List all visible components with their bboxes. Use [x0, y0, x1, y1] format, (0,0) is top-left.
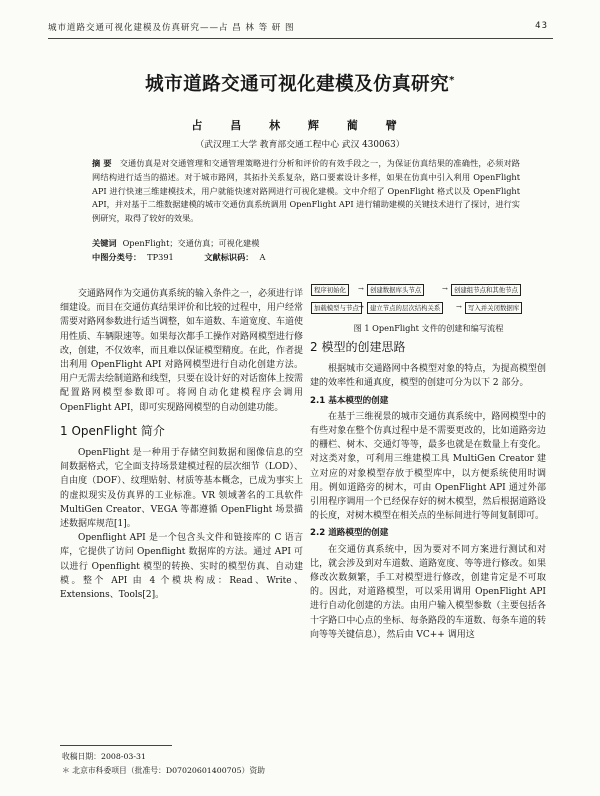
flow-box-write: 写入并关闭数据库 [465, 302, 522, 314]
flow-arrow-right-icon: → [456, 303, 462, 311]
section-1-paragraph-1: OpenFlight 是一种用于存储空间数据和图像信息的空间数据格式，它全面支持场景建模过程的层次细节（LOD）、自由度（DOF）、纹理贴射、材质等基本概念，已成为事实上的虚拟现实及仿真界的工业标准。VR 领域著名的工具软件 MultiGen Creator、VEGA 等都遵循 OpenFlight 场景描述数据库规范[1]。 [60, 448, 303, 530]
keywords [92, 238, 259, 249]
flowchart [311, 284, 546, 324]
doc-code-label: 文献标识码： [204, 252, 254, 262]
authors: 占 昌 林 辉 蔺 臂 [191, 119, 409, 132]
flow-box-hierarchy: 建立节点的层次结构关系 [367, 302, 443, 314]
intro-paragraph: 交通路网作为交通仿真系统的输入条件之一，必须进行详细建设。而目在交通仿真结果评价和比较的过程中，用户经常需要对路网参数进行适当调整，如车道数、车道宽度、车道使用性质、车辆限速等。如果每次都手工操作对路网模型进行修改，创建，不仅效率，而且难以保证模型精度。在此，作者提出利用 OpenFlight API 对路网模型进行自动化创建方法。用户无需去绘制道路和线型，只要在设计好的对话窗体上按需配置路网模型参数即可。将网自动化建模程序会调用 OpenFlight API，即可实现路网模型的自动创建功能。 [60, 289, 304, 413]
right-column [310, 340, 546, 642]
flow-box-load: 加载模型与节点 [311, 302, 362, 314]
paper-title-text: 城市道路交通可视化建模及仿真研究 [145, 74, 450, 95]
classification-label: 中图分类号： [92, 252, 142, 262]
left-column [60, 287, 303, 602]
figure-caption: 图 1 OpenFlight 文件的创建和编写流程 [353, 323, 504, 333]
footnotes [62, 750, 302, 778]
page-number: 43 [535, 21, 548, 31]
running-head-text: 城市道路交通可视化建模及仿真研究——占 昌 林 等 研 图 [48, 23, 295, 33]
flow-box-header: 创建数据库头节点 [367, 284, 424, 296]
section-2-1-paragraph: 在基于三维视景的城市交通仿真系统中，路网模型中的有些对象在整个仿真过程中是不需要更改的，比如道路旁边的栅栏、树木、交通灯等等，最多也就是在数量上有变化。对这类对象，可利用三维建模工具 MultiGen Creator 建立对应的对象模型存放于模型库中，以方便系统使用时调用。例如道路旁的树木，可由 OpenFlight API 通过外部引用程序调用一个已经保存好的树木模型，然后根据道路设的长度，对树木模型在相关点的坐标间进行等间复制即可。 [310, 411, 546, 522]
fund-note: ＊ 北京市科委项目（批准号：D07020601400705）资助 [62, 766, 265, 775]
abstract-text: 交通仿真是对交通管理和交通管理策略进行分析和评价的有效手段之一，为保证仿真结果的准确性，必须对路网结构进行适当的描述。对于城市路网，其拓扑关系复杂，路口要素设计多样，如果在仿真中引入利用 OpenFlight API 进行快速三维建模技术，用户就能快速对路网进行可视化建模。文中介绍了 OpenFlight 格式以及 OpenFlight API，并对基于二维数据建模的城市交通仿真系统调用 OpenFlight API 进行辅助建模的关键技术进行了探讨，进行实例研究，取得了较好的效果。 [92, 158, 520, 224]
flow-arrow-right-icon: → [358, 303, 364, 311]
affiliation: （武汉理工大学 教育部交通工程中心 武汉 430063） [195, 140, 405, 150]
received-date: 收稿日期：2008-03-31 [62, 752, 146, 761]
classification-code: TP391 [147, 252, 174, 262]
section-2-heading: 2 模型的创建思路 [310, 340, 406, 354]
keywords-label: 关键词 [92, 238, 117, 248]
abstract-label: 摘 要 [92, 158, 112, 168]
section-2-paragraph: 根据城市交通路网中各模型对象的特点，为提高模型创建的效率性和通真度，模型的创建可分为以下 2 部分。 [310, 364, 546, 389]
keywords-text: OpenFlight；交通仿真；可视化建模 [122, 238, 260, 248]
running-head [48, 21, 548, 36]
footnote-rule [60, 745, 172, 746]
flow-arrow-right-icon: → [442, 285, 448, 293]
flow-box-group: 创建组节点和其他节点 [451, 284, 521, 296]
title-footnote-mark: * [449, 74, 455, 86]
flow-arrow-right-icon: → [358, 285, 364, 293]
section-1-heading: 1 OpenFlight 简介 [60, 423, 165, 438]
section-1-paragraph-2: Openflight API 是一个包含头文件和链接库的 C 语言库，它提供了访问 Openflight 数据库的方法。通过 API 可以进行 Openflight 模型的转换、实时的模型仿真、自动建模。整个 API 由 4 个模块构成：Read、Write、Extensions、Tools[2]。 [60, 533, 303, 601]
abstract [92, 157, 520, 226]
section-2-2-heading: 2.2 道路模型的创建 [310, 528, 389, 539]
doc-code: A [259, 252, 266, 262]
classification [92, 252, 265, 263]
flow-box-init: 程序初始化 [311, 284, 349, 296]
paper-title [40, 70, 560, 96]
header-rule [48, 38, 553, 39]
section-2-1-heading: 2.1 基本模型的创建 [310, 395, 389, 406]
section-2-2-paragraph: 在交通仿真系统中，因为要对不同方案进行测试和对比，就会涉及到对车道数、道路宽度、等等进行修改。如果修改次数频繁，手工对模型进行修改，创建肯定是不可取的。因此，对道路模型，可以采用调用 OpenFlight API 进行自动化创建的方法。由用户输入模型参数（主要包括各十字路口中心点的坐标、每条路段的车道数、每条车道的转向等等关键信息），然后由 VC++ 调用这 [310, 544, 546, 640]
